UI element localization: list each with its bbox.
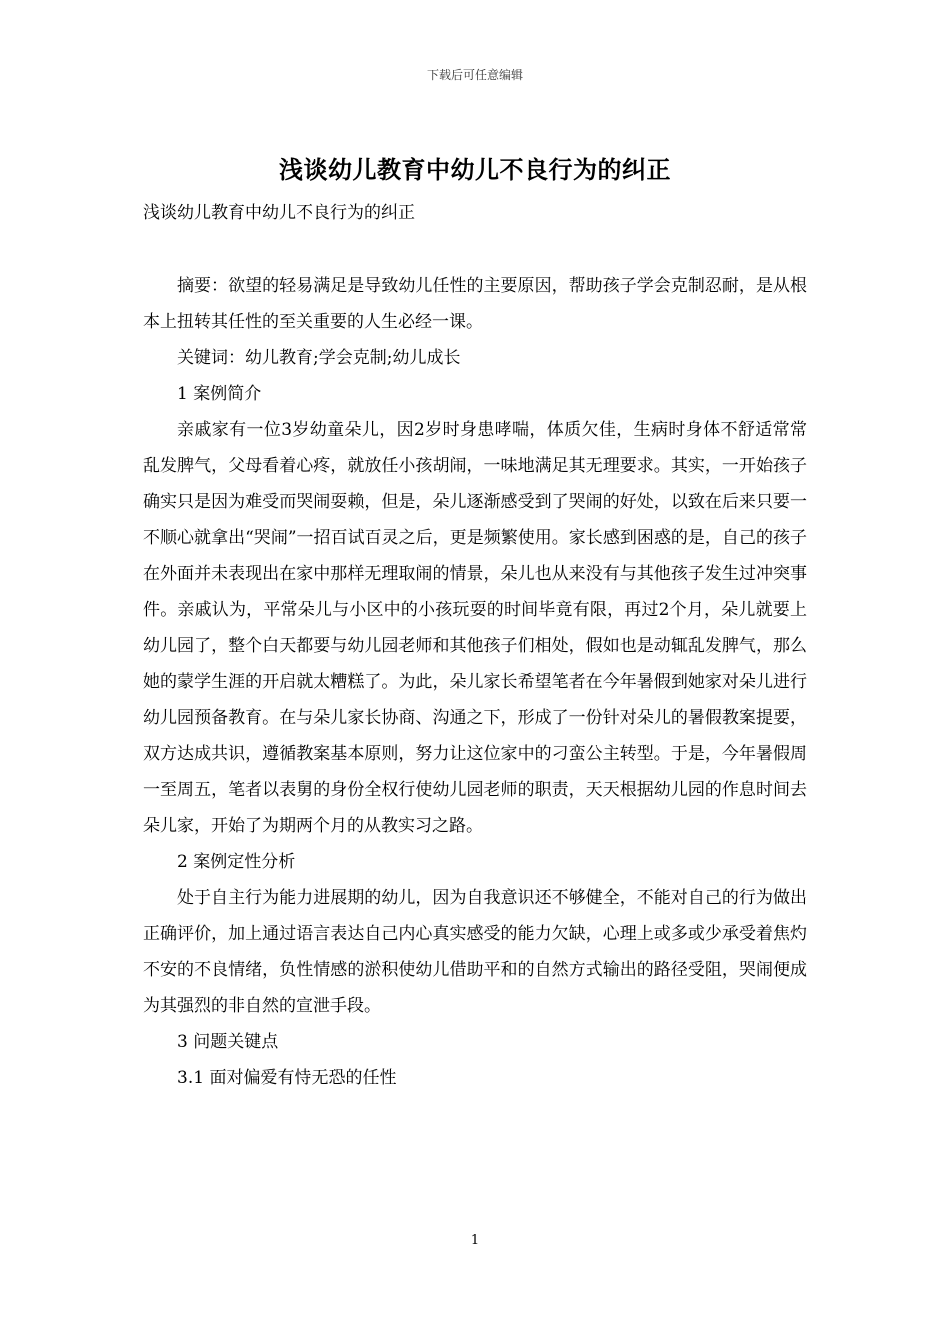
keywords-line: 关键词：幼儿教育;学会克制;幼儿成长 bbox=[177, 348, 461, 368]
section-3-1-heading: 3.1 面对偏爱有恃无恐的任性 bbox=[177, 1068, 397, 1088]
section-1-paragraph: 亲戚家有一位3岁幼童朵儿，因2岁时身患哮喘，体质欠佳，生病时身体不舒适常常乱发脾气，父母看着心疼，就放任小孩胡闹，一味地满足其无理要求。其实，一开始孩子确实只是因为难受而哭闹耍赖，但是，朵儿逐渐感受到了哭闹的好处，以致在后来只要一不顺心就拿出“哭闹”一招百试百灵之后，更是频繁使用。家长感到困惑的是，自己的孩子在外面并未表现出在家中那样无理取闹的情景，朵儿也从来没有与其他孩子发生过冲突事件。亲戚认为，平常朵儿与小区中的小孩玩耍的时间毕竟有限，再过2个月，朵儿就要上幼儿园了，整个白天都要与幼儿园老师和其他孩子们相处，假如也是动辄乱发脾气，那么她的蒙学生涯的开启就太糟糕了。为此，朵儿家长希望笔者在今年暑假到她家对朵儿进行幼儿园预备教育。在与朵儿家长协商、沟通之下，形成了一份针对朵儿的暑假教案提要，双方达成共识，遵循教案基本原则，努力让这位家中的刁蛮公主转型。于是，今年暑假周一至周五，笔者以表舅的身份全权行使幼儿园老师的职责，天天根据幼儿园的作息时间去朵儿家，开始了为期两个月的从教实习之路。 bbox=[143, 420, 807, 836]
document-subtitle: 浅谈幼儿教育中幼儿不良行为的纠正 bbox=[143, 203, 415, 223]
section-1-heading: 1 案例简介 bbox=[177, 384, 262, 404]
document-body bbox=[143, 268, 807, 1096]
header-note: 下载后可任意编辑 bbox=[426, 68, 523, 82]
page-number: 1 bbox=[470, 1233, 480, 1248]
abstract-paragraph: 摘要：欲望的轻易满足是导致幼儿任性的主要原因，帮助孩子学会克制忍耐，是从根本上扭转其任性的至关重要的人生必经一课。 bbox=[143, 276, 807, 332]
section-2-heading: 2 案例定性分析 bbox=[177, 852, 296, 872]
document-title: 浅谈幼儿教育中幼儿不良行为的纠正 bbox=[279, 155, 671, 184]
section-2-paragraph: 处于自主行为能力进展期的幼儿，因为自我意识还不够健全，不能对自己的行为做出正确评价，加上通过语言表达自己内心真实感受的能力欠缺，心理上或多或少承受着焦灼不安的不良情绪，负性情感的淤积使幼儿借助平和的自然方式输出的路径受阻，哭闹便成为其强烈的非自然的宣泄手段。 bbox=[143, 888, 807, 1016]
section-3-heading: 3 问题关键点 bbox=[177, 1032, 279, 1052]
